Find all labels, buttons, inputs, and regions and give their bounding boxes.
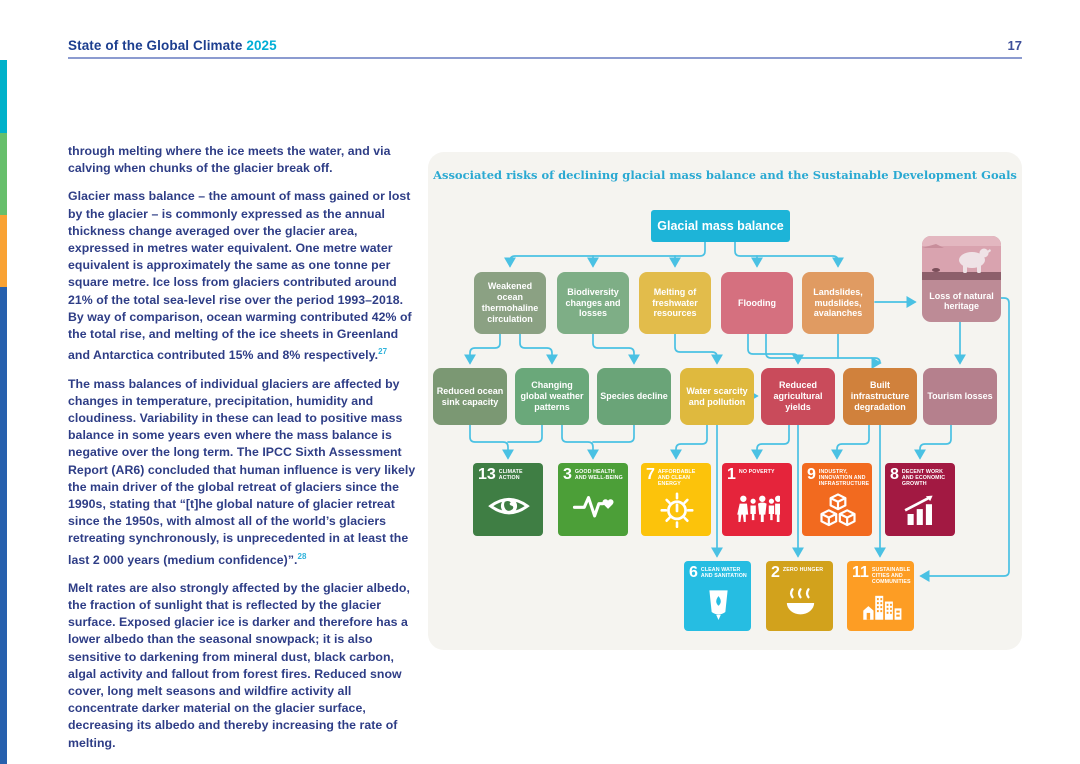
stripe-segment — [0, 60, 7, 133]
sdg-number: 2 — [771, 564, 780, 581]
sdg-label: ZERO HUNGER — [782, 567, 824, 573]
body-paragraph: Melt rates are also strongly affected by the glacier albedo, the fraction of sunlight that is reflected by the glacier surface. Exposed glacier ice is darker and therefore has a lower albedo than the seasonal snowpack; it is also sensitive to darkening from mineral dust, black carbon, algal activity and fallout from forest fires. Reduced snow cover, long melt seasons and wildfire activity all concentrate darker material on the glacier surface, decreasing its albedo and thereby increasing the rate of melting. — [68, 580, 410, 750]
sdg-tile-9 — [802, 463, 872, 536]
node-label: Flooding — [738, 297, 776, 308]
sdg-label: NO POVERTY — [738, 469, 775, 475]
sdg-label: DECENT WORK AND ECONOMIC GROWTH — [901, 469, 946, 487]
flow-box-biodiversity-changes-and-losses — [557, 272, 629, 334]
node-label: Melting of freshwater resources — [652, 286, 698, 319]
footnote-reference: 28 — [297, 551, 307, 561]
sdg-tile-3 — [558, 463, 628, 536]
node-label: Weakened ocean thermohaline circulation — [481, 281, 539, 324]
node-label: Glacial mass balance — [657, 219, 784, 233]
figure-panel — [428, 152, 1022, 650]
sdg-number: 3 — [563, 466, 572, 483]
buildings-icon — [852, 585, 910, 628]
water-glass-icon — [689, 580, 747, 628]
node-label: Reduced ocean sink capacity — [436, 385, 504, 407]
flow-box-built-infrastructure-degradation — [843, 368, 917, 425]
page-header-title — [68, 38, 277, 53]
node-label: Reduced agricultural yields — [773, 380, 823, 412]
report-year: 2025 — [246, 38, 277, 53]
node-label: Landslides, mudslides, avalanches — [813, 286, 863, 319]
body-paragraph: through melting where the ice meets the water, and via calving when chunks of the glacier break off. — [68, 144, 391, 176]
sdg-tile-13 — [473, 463, 543, 536]
node-label: Tourism losses — [927, 391, 993, 402]
flow-box-changing-global-weather-patterns — [515, 368, 589, 425]
sdg-number: 11 — [852, 564, 869, 581]
node-loss-of-natural-heritage — [922, 236, 1001, 322]
node-label: Loss of natural heritage — [929, 290, 994, 311]
sun-power-icon — [646, 487, 707, 533]
page-number: 17 — [1007, 38, 1022, 53]
sdg-number: 13 — [478, 466, 496, 483]
sdg-tile-2 — [766, 561, 833, 631]
report-title: State of the Global Climate — [68, 38, 243, 53]
node-glacial-mass-balance — [651, 210, 790, 242]
flow-box-weakened-ocean-thermohaline-circulation — [474, 272, 546, 334]
sdg-label: GOOD HEALTH AND WELL-BEING — [574, 469, 623, 481]
sdg-label: CLEAN WATER AND SANITATION — [700, 567, 747, 579]
sdg-number: 7 — [646, 466, 655, 483]
sdg-label: CLIMATE ACTION — [498, 469, 523, 481]
body-paragraph: The mass balances of individual glaciers are affected by changes in temperature, precipitation, humidity and cloudiness. Variability in these can lead to positive mass balance in some years even where the mass balance is negative over the long term. The IPCC Sixth Assessment Report (AR6) concluded that human influence is very likely the main driver of the global retreat of glaciers since the 1990s, stating that “[t]he global nature of glacier retreat since the 1950s, with almost all of the world’s glaciers retreating synchronously, is unprecedented in at least the last 2 000 years (medium confidence)”.$^{28}$ — [68, 376, 416, 567]
figure-title: Associated risks of declining glacial mass balance and the Sustainable Development Goals — [433, 168, 1017, 182]
flow-box-flooding — [721, 272, 793, 334]
footnote-reference: 27 — [378, 347, 388, 357]
sdg-number: 6 — [689, 564, 698, 581]
heartbeat-icon — [563, 482, 624, 533]
stripe-segment — [0, 287, 7, 764]
cubes-icon — [807, 487, 868, 533]
flow-box-water-scarcity-and-pollution — [680, 368, 754, 425]
flow-box-tourism-losses — [923, 368, 997, 425]
sdg-tile-1 — [722, 463, 792, 536]
flow-box-melting-of-freshwater-resources — [639, 272, 711, 334]
people-icon — [727, 482, 788, 533]
sdg-label: AFFORDABLE AND CLEAN ENERGY — [657, 469, 696, 487]
header-rule — [68, 57, 1022, 59]
body-paragraph: Glacier mass balance – the amount of mass gained or lost by the glacier – is commonly expressed as the annual thickness change averaged over the glacier area, expressed in metres water equivalent. One metre water equivalent is approximately the same as one tonne per square metre. Ice loss from glaciers contributed around 21% of the total sea-level rise over the period 1993–2018. By way of comparison, ocean warming contributed 42% of the total rise, and melting of the ice sheets in Greenland and Antarctica contributed 15% and 8% respectively.$^{27}$ — [68, 189, 412, 363]
sdg-tile-7 — [641, 463, 711, 536]
node-label: Species decline — [600, 391, 668, 402]
flow-box-species-decline — [597, 368, 671, 425]
polar-bear-image — [922, 236, 1001, 280]
stripe-segment — [0, 215, 7, 287]
steaming-bowl-icon — [771, 580, 829, 628]
sdg-tile-8 — [885, 463, 955, 536]
stripe-segment — [0, 133, 7, 215]
sdg-label: SUSTAINABLE CITIES AND COMMUNITIES — [871, 567, 911, 585]
sdg-label: INDUSTRY, INNOVATION AND INFRASTRUCTURE — [818, 469, 870, 487]
growth-chart-icon — [890, 487, 951, 533]
flow-box-landslides-mudslides-avalanches — [802, 272, 874, 334]
node-label: Built infrastructure degradation — [850, 380, 910, 412]
sdg-tile-11 — [847, 561, 914, 631]
article-text-column — [68, 143, 416, 763]
sdg-number: 1 — [727, 466, 736, 483]
node-label: Water scarcity and pollution — [686, 385, 748, 407]
eye-globe-icon — [478, 482, 539, 533]
node-label: Biodiversity changes and losses — [565, 286, 621, 319]
flow-box-reduced-ocean-sink-capacity — [433, 368, 507, 425]
node-label: Changing global weather patterns — [520, 380, 584, 412]
sdg-number: 9 — [807, 466, 816, 483]
sdg-number: 8 — [890, 466, 899, 483]
sdg-tile-6 — [684, 561, 751, 631]
flow-box-reduced-agricultural-yields — [761, 368, 835, 425]
